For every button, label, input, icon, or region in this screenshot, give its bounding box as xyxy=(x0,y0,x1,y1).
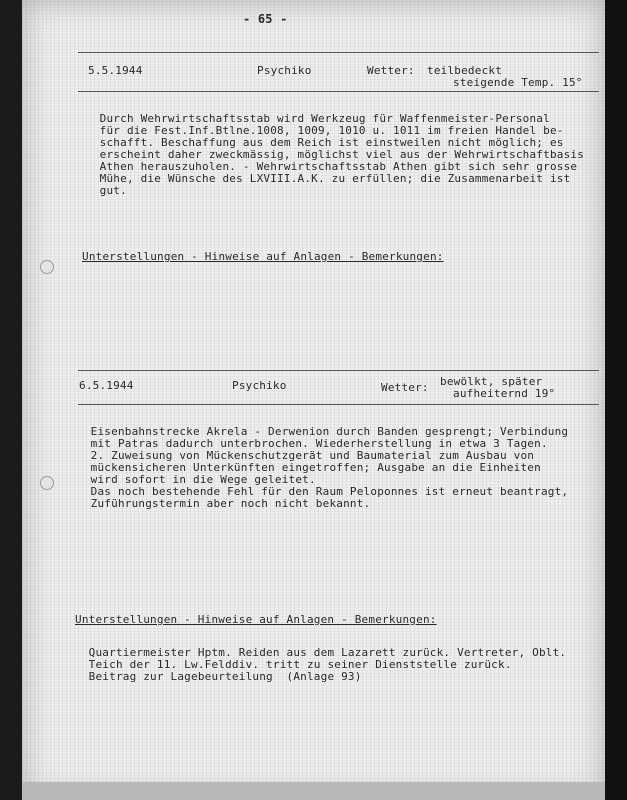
entry-date: 5.5.1944 xyxy=(88,64,143,77)
entry-body xyxy=(77,414,568,510)
body-line: Mühe, die Wünsche des LXVIII.A.K. zu erfüllen; die Zusammenarbeit ist xyxy=(99,172,571,185)
entry-top-rule xyxy=(78,370,599,371)
body-line: wird sofort in die Wege geleitet. xyxy=(90,473,316,486)
weather-line: teilbedeckt xyxy=(427,64,503,77)
weather-line: steigende Temp. 15° xyxy=(453,76,583,89)
body-line: mit Patras dadurch unterbrochen. Wiederherstellung in etwa 3 Tagen. xyxy=(90,437,548,450)
entry-body xyxy=(86,101,584,197)
body-line: 2. Zuweisung von Mückenschutzgerät und Baumaterial zum Ausbau von xyxy=(90,449,535,462)
notes-line: Beitrag zur Lagebeurteilung (Anlage 93) xyxy=(88,670,362,683)
entry-place: Psychiko xyxy=(257,64,312,77)
weather-label: Wetter: xyxy=(381,381,429,394)
entry-top-rule xyxy=(78,52,599,53)
notes-body xyxy=(75,635,566,683)
notes-line: Quartiermeister Hptm. Reiden aus dem Lazarett zurück. Vertreter, Oblt. xyxy=(88,646,567,659)
punch-hole-icon xyxy=(40,476,54,490)
body-line: für die Fest.Inf.Btlne.1008, 1009, 1010 u. 1011 im freien Handel be- xyxy=(99,124,564,137)
weather-line: aufheiternd 19° xyxy=(453,387,556,400)
body-line: Zuführungstermin aber noch nicht bekannt. xyxy=(90,497,371,510)
notes-line: Teich der 11. Lw.Felddiv. tritt zu seiner Dienststelle zurück. xyxy=(88,658,512,671)
entry-header-rule xyxy=(78,404,599,405)
body-line: Athen herauszuholen. - Wehrwirtschaftsstab Athen gibt sich sehr grosse xyxy=(99,160,578,173)
body-line: schafft. Beschaffung aus dem Reich ist einstweilen nicht möglich; es xyxy=(99,136,564,149)
entry-date: 6.5.1944 xyxy=(79,379,134,392)
page-number: - 65 - xyxy=(243,12,288,26)
body-line: erscheint daher zweckmässig, möglichst viel aus der Wehrwirtschaftbasis xyxy=(99,148,585,161)
scan-right-border xyxy=(605,0,627,800)
weather-label: Wetter: xyxy=(367,64,415,77)
scan-bottom-border xyxy=(22,782,605,800)
body-line: Durch Wehrwirtschaftsstab wird Werkzeug für Waffenmeister-Personal xyxy=(99,112,550,125)
notes-heading: Unterstellungen - Hinweise auf Anlagen - Bemerkungen: xyxy=(75,613,437,626)
punch-hole-icon xyxy=(40,260,54,274)
body-line: Eisenbahnstrecke Akrela - Derwenion durch Banden gesprengt; Verbindung xyxy=(90,425,569,438)
entry-header-rule xyxy=(78,91,599,92)
body-line: Das noch bestehende Fehl für den Raum Peloponnes ist erneut beantragt, xyxy=(90,485,569,498)
body-line: gut. xyxy=(99,184,127,197)
entry-place: Psychiko xyxy=(232,379,287,392)
weather-line: bewölkt, später xyxy=(440,375,543,388)
body-line: mückensicheren Unterkünften eingetroffen; Ausgabe an die Einheiten xyxy=(90,461,541,474)
notes-heading: Unterstellungen - Hinweise auf Anlagen - Bemerkungen: xyxy=(82,250,444,263)
scan-left-border xyxy=(0,0,22,800)
